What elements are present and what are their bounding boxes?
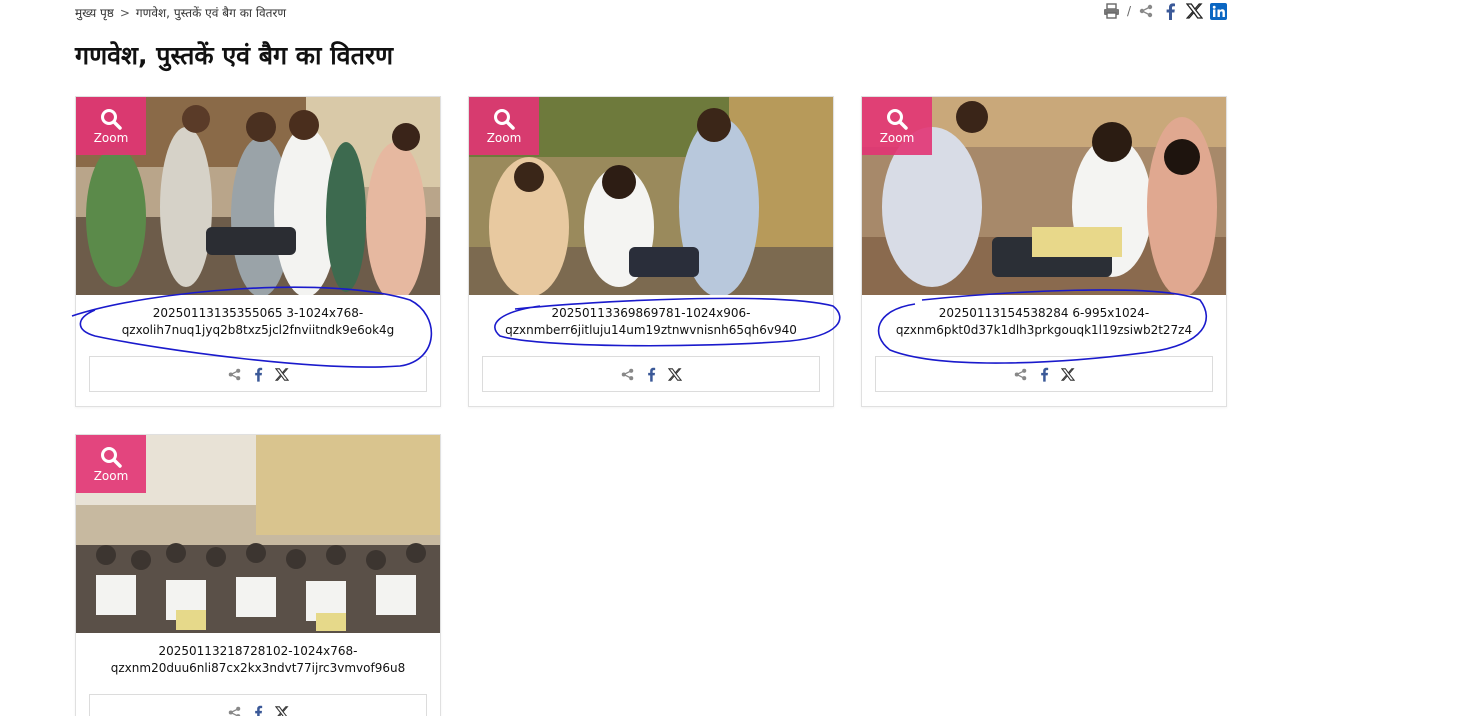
caption-line-1: 20250113369869781-1024x906- — [551, 306, 751, 320]
page-title: गणवेश, पुस्तकें एवं बैग का वितरण — [75, 41, 394, 70]
caption-line-1: 20250113154538284 6-995x1024- — [938, 306, 1150, 320]
photo-caption — [862, 305, 1226, 339]
zoom-label: Zoom — [879, 130, 915, 145]
x-icon[interactable] — [275, 367, 289, 381]
facebook-icon[interactable] — [251, 705, 265, 716]
search-icon — [886, 108, 908, 130]
zoom-button[interactable] — [862, 97, 932, 155]
tools-separator: / — [1126, 4, 1131, 18]
caption-line-2: qzxolih7nuq1jyq2b8txz5jcl2fnviitndk9e6ok4g — [121, 323, 395, 337]
breadcrumb-home-link[interactable]: मुख्य पृष्ठ — [75, 6, 114, 20]
share-icon[interactable] — [1137, 2, 1155, 20]
zoom-label: Zoom — [486, 130, 522, 145]
print-icon[interactable] — [1103, 2, 1121, 20]
caption-line-2: qzxnm6pkt0d37k1dlh3prkgouqk1l19zsiwb2t27z4 — [895, 323, 1193, 337]
gallery-photo[interactable] — [76, 97, 440, 295]
zoom-button[interactable] — [76, 97, 146, 155]
caption-line-2: qzxnm20duu6nli87cx2kx3ndvt77ijrc3vmvof96u8 — [110, 661, 406, 675]
gallery-card — [75, 96, 441, 407]
photo-caption — [469, 305, 833, 339]
caption-line-1: 20250113135355065 3-1024x768- — [152, 306, 364, 320]
x-icon[interactable] — [1061, 367, 1075, 381]
caption-line-1: 20250113218728102-1024x768- — [158, 644, 358, 658]
gallery-photo[interactable] — [469, 97, 833, 295]
zoom-label: Zoom — [93, 468, 129, 483]
share-icon[interactable] — [1013, 367, 1027, 381]
linkedin-icon[interactable] — [1209, 2, 1227, 20]
share-bar — [482, 356, 820, 392]
gallery-photo[interactable] — [862, 97, 1226, 295]
x-icon[interactable] — [1185, 2, 1203, 20]
breadcrumb-separator: > — [119, 5, 130, 20]
photo-caption — [76, 643, 440, 677]
search-icon — [100, 446, 122, 468]
breadcrumb — [75, 4, 286, 21]
facebook-icon[interactable] — [251, 367, 265, 381]
facebook-icon[interactable] — [1037, 367, 1051, 381]
share-bar — [89, 356, 427, 392]
breadcrumb-current: गणवेश, पुस्तकें एवं बैग का वितरण — [135, 6, 287, 20]
gallery-card — [468, 96, 834, 407]
facebook-icon[interactable] — [1161, 2, 1179, 20]
page-tools — [1103, 2, 1227, 20]
facebook-icon[interactable] — [644, 367, 658, 381]
zoom-button[interactable] — [76, 435, 146, 493]
caption-line-2: qzxnmberr6jitluju14um19ztnwvnisnh65qh6v940 — [505, 323, 797, 337]
share-bar — [89, 694, 427, 716]
gallery-card — [75, 434, 441, 716]
share-bar — [875, 356, 1213, 392]
share-icon[interactable] — [620, 367, 634, 381]
share-icon[interactable] — [227, 367, 241, 381]
x-icon[interactable] — [668, 367, 682, 381]
zoom-label: Zoom — [93, 130, 129, 145]
zoom-button[interactable] — [469, 97, 539, 155]
gallery-photo[interactable] — [76, 435, 440, 633]
photo-caption — [76, 305, 440, 339]
search-icon — [100, 108, 122, 130]
share-icon[interactable] — [227, 705, 241, 716]
gallery-card — [861, 96, 1227, 407]
x-icon[interactable] — [275, 705, 289, 716]
search-icon — [493, 108, 515, 130]
